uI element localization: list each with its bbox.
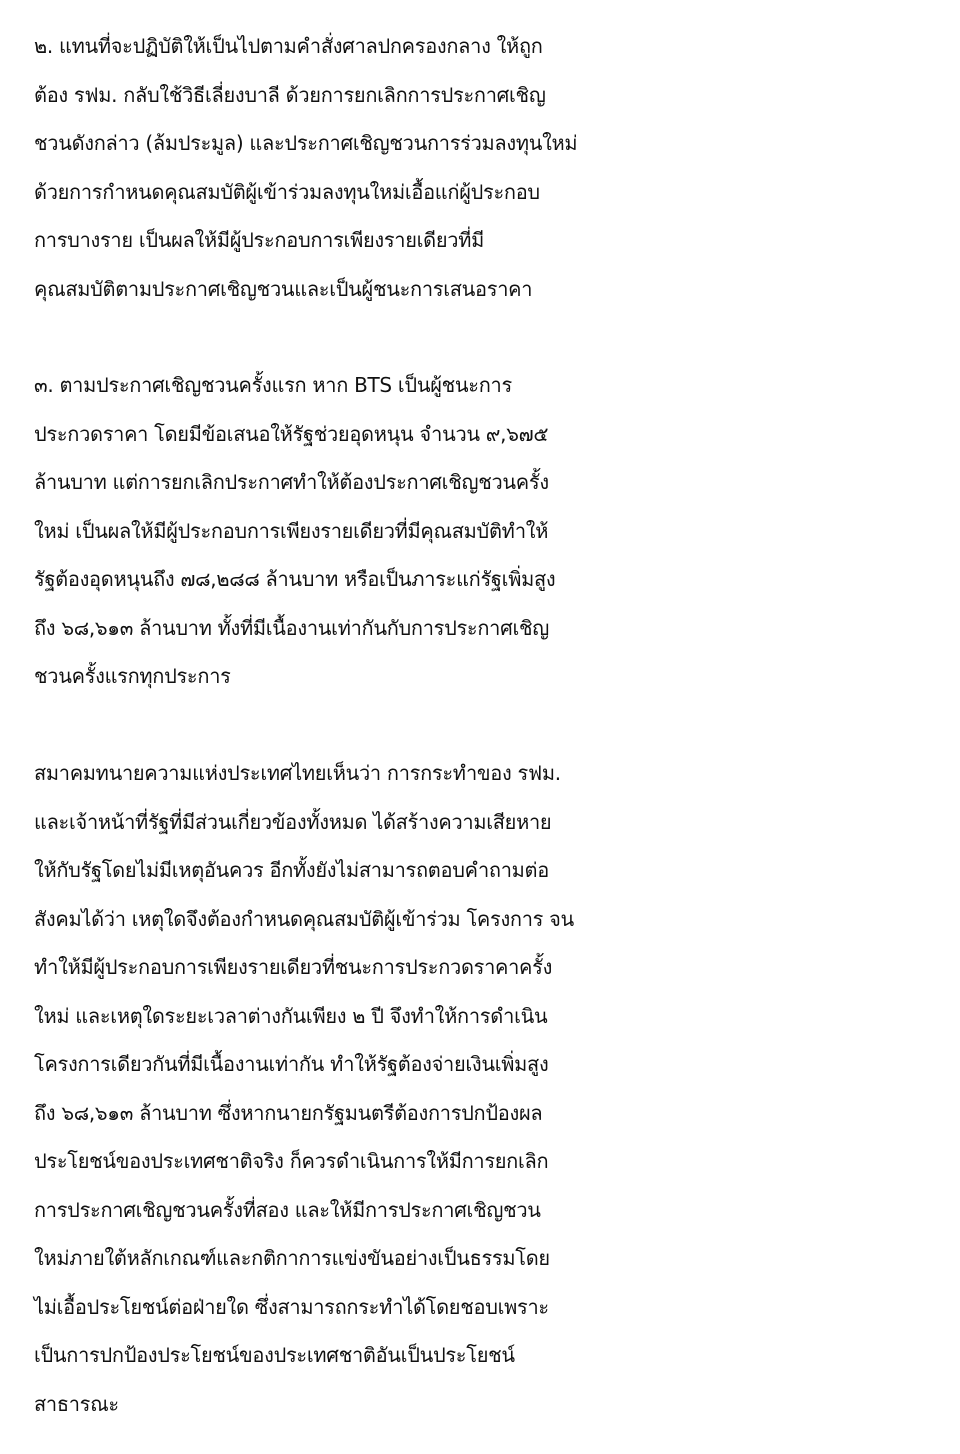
paragraph-line: และเจ้าหน้าที่รัฐที่มีส่วนเกี่ยวข้องทั้งหมด ได้สร้างความเสียหาย xyxy=(34,809,552,834)
paragraph-line: ทำให้มีผู้ประกอบการเพียงรายเดียวที่ชนะการประกวดราคาครั้ง xyxy=(34,955,553,979)
paragraph-line: ใหม่ เป็นผลให้มีผู้ประกอบการเพียงรายเดียวที่มีคุณสมบัติทำให้ xyxy=(34,518,549,543)
paragraph-statement xyxy=(34,749,944,1428)
paragraph-line: ใหม่ภายใต้หลักเกณฑ์และกติกาการแข่งขันอย่างเป็นธรรมโดย xyxy=(34,1246,550,1270)
paragraph-line: คุณสมบัติตามประกาศเชิญชวนและเป็นผู้ชนะการเสนอราคา xyxy=(34,276,533,301)
paragraph-line: ชวนครั้งแรกทุกประการ xyxy=(34,664,231,688)
paragraph-line: ประโยชน์ของประเทศชาติจริง ก็ควรดำเนินการให้มีการยกเลิก xyxy=(34,1149,549,1173)
paragraph-item-3 xyxy=(34,361,944,701)
paragraph-line: ให้กับรัฐโดยไม่มีเหตุอันควร อีกทั้งยังไม่สามารถตอบคำถามต่อ xyxy=(34,858,549,882)
paragraph-line: ใหม่ และเหตุใดระยะเวลาต่างกันเพียง ๒ ปี จึงทำให้การดำเนิน xyxy=(34,1003,548,1028)
paragraph-line: การประกาศเชิญชวนครั้งที่สอง และให้มีการประกาศเชิญชวน xyxy=(34,1197,541,1222)
paragraph-line: ประกวดราคา โดยมีข้อเสนอให้รัฐช่วยอุดหนุน จำนวน ๙,๖๗๕ xyxy=(34,421,549,446)
paragraph-item-2 xyxy=(34,22,944,313)
paragraph-line: ถึง ๖๘,๖๑๓ ล้านบาท ซึ่งหากนายกรัฐมนตรีต้องการปกป้องผล xyxy=(34,1100,543,1125)
paragraph-line: ไม่เอื้อประโยชน์ต่อฝ่ายใด ซึ่งสามารถกระทำได้โดยชอบเพราะ xyxy=(34,1294,549,1319)
paragraph-line: เป็นการปกป้องประโยชน์ของประเทศชาติอันเป็นประโยชน์ xyxy=(34,1343,515,1367)
paragraph-line: ล้านบาท แต่การยกเลิกประกาศทำให้ต้องประกาศเชิญชวนครั้ง xyxy=(34,470,549,494)
paragraph-line: โครงการเดียวกันที่มีเนื้องานเท่ากัน ทำให้รัฐต้องจ่ายเงินเพิ่มสูง xyxy=(34,1052,549,1076)
paragraph-line: การบางราย เป็นผลให้มีผู้ประกอบการเพียงรายเดียวที่มี xyxy=(34,228,484,252)
paragraph-line: ด้วยการกำหนดคุณสมบัติผู้เข้าร่วมลงทุนใหม่เอื้อแก่ผู้ประกอบ xyxy=(34,179,540,204)
paragraph-line: รัฐต้องอุดหนุนถึง ๗๘,๒๘๘ ล้านบาท หรือเป็นภาระแก่รัฐเพิ่มสูง xyxy=(34,567,556,591)
paragraph-line: ๓. ตามประกาศเชิญชวนครั้งแรก หาก BTS เป็นผู้ชนะการ xyxy=(34,373,512,397)
paragraph-line: ชวนดังกล่าว (ล้มประมูล) และประกาศเชิญชวนการร่วมลงทุนใหม่ xyxy=(34,131,578,155)
paragraph-line: สังคมได้ว่า เหตุใดจึงต้องกำหนดคุณสมบัติผู้เข้าร่วม โครงการ จน xyxy=(34,906,574,931)
paragraph-line: ๒. แทนที่จะปฏิบัติให้เป็นไปตามคำสั่งศาลปกครองกลาง ให้ถูก xyxy=(34,34,543,58)
paragraph-line: ต้อง รฟม. กลับใช้วิธีเลี่ยงบาลี ด้วยการยกเลิกการประกาศเชิญ xyxy=(34,82,546,107)
paragraph-line: สมาคมทนายความแห่งประเทศไทยเห็นว่า การกระทำของ รฟม. xyxy=(34,761,561,785)
paragraph-line: ถึง ๖๘,๖๑๓ ล้านบาท ทั้งที่มีเนื้องานเท่ากันกับการประกาศเชิญ xyxy=(34,615,550,640)
paragraph-line: สาธารณะ xyxy=(34,1391,119,1416)
